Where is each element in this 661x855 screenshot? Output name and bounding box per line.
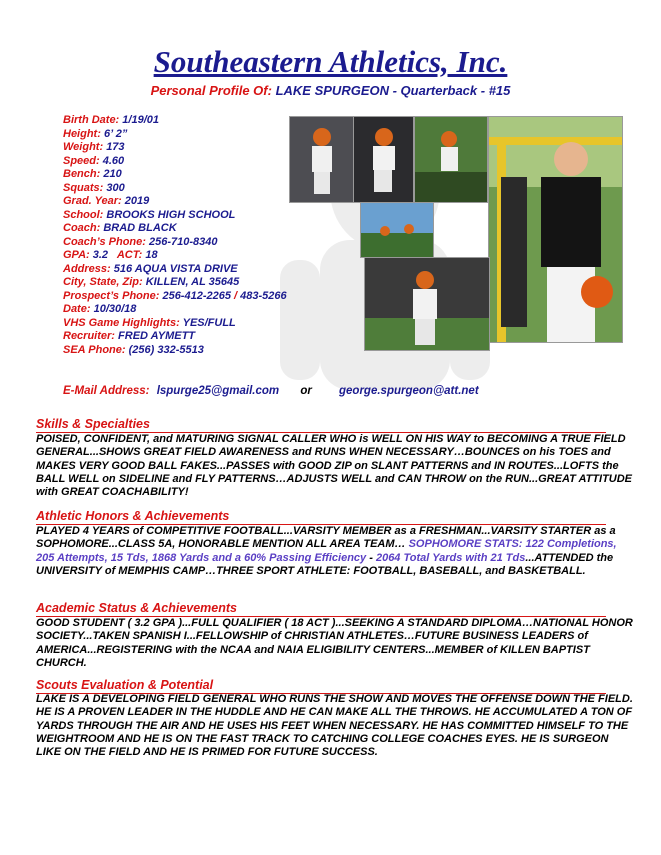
skills-heading: Skills & Specialties [36, 417, 606, 433]
academic-heading: Academic Status & Achievements [36, 601, 606, 617]
subtitle-prefix: Personal Profile Of: [150, 83, 272, 98]
email-label: E-Mail Address: [63, 385, 150, 397]
player-name: LAKE SPURGEON - Quarterback - #15 [275, 83, 511, 98]
photo-throwing [289, 116, 354, 203]
info-date: Date: 10/30/18 [63, 303, 137, 315]
info-address: Address: 516 AQUA VISTA DRIVE [63, 262, 238, 275]
scouts-heading: Scouts Evaluation & Potential [36, 678, 606, 694]
photo-running [353, 116, 414, 203]
email-or: or [300, 385, 312, 397]
photo-sideline [414, 116, 488, 203]
profile-subtitle [0, 83, 661, 99]
info-vhs-highlights: VHS Game Highlights: YES/FULL [63, 316, 236, 329]
photo-game-action [364, 257, 490, 351]
sophomore-stats-label: SOPHOMORE STATS: [408, 538, 523, 551]
info-weight: Weight: 173 [63, 141, 125, 153]
info-recruiter: Recruiter: FRED AYMETT [63, 330, 196, 342]
info-bench: Bench: 210 [63, 168, 122, 180]
company-title: Southeastern Athletics, Inc. [153, 44, 508, 79]
info-squats: Squats: 300 [63, 181, 125, 194]
photo-stadium [360, 202, 434, 258]
honors-heading: Athletic Honors & Achievements [36, 509, 606, 525]
info-sea-phone: SEA Phone: (256) 332-5513 [63, 343, 204, 356]
info-school: School: BROOKS HIGH SCHOOL [63, 208, 236, 221]
scouts-text: LAKE IS A DEVELOPING FIELD GENERAL WHO RUNS THE SHOW AND MOVES THE OFFENSE DOWN THE FIELD. HE IS A PROVEN LEADER IN THE HUDDLE AND HE CAN MAKE ALL THE THROWS. HE ACCUMULATED A TON OF YARDS THROUGH THE AIR AND HE USES HIS FEET WHEN NECESSARY. HE HAS COMMITTED HIMSELF TO THE WEIGHTROOM AND HE IS ON THE FAST TRACK TO CATCHING COLLEGE COACHES EYES. HE IS SURGEON LIKE ON THE FIELD AND HE IS PRIMED FOR FUTURE SUCCESS. [36, 693, 633, 759]
email-secondary: george.spurgeon@att.net [339, 385, 479, 397]
info-height: Height: 6’ 2” [63, 127, 128, 140]
honors-text-b: ...ATTENDED the UNIVERSITY of MEMPHIS CAMP…THREE SPORT ATHLETE: FOOTBALL, BASEBALL, and BASKETBALL. [36, 551, 614, 577]
info-prospect-phone: Prospect’s Phone: 256-412-2265 / 483-5266 [63, 289, 287, 302]
photo-portrait [488, 116, 623, 343]
honors-text-a: PLAYED 4 YEARS of COMPETITIVE FOOTBALL...VARSITY MEMBER as a FRESHMAN...VARSITY STARTER as a SOPHOMORE...CLASS 5A, HONORABLE MENTION ALL AREA TEAM… [36, 525, 616, 551]
info-city-state-zip: City, State, Zip: KILLEN, AL 35645 [63, 276, 240, 288]
email-primary: lspurge25@gmail.com [156, 385, 280, 397]
info-speed: Speed: 4.60 [63, 154, 125, 167]
info-coach: Coach: BRAD BLACK [63, 222, 177, 234]
skills-text: POISED, CONFIDENT, and MATURING SIGNAL CALLER WHO is WELL ON HIS WAY to BECOMING A TRUE FIELD GENERAL...SHOWS GREAT FIELD AWARENESS and RUNS WHEN NECESSARY…BOUNCES on his TOES and MAKES VERY GOOD BALL FAKES...PASSES with GOOD ZIP on SLANT PATTERNS and IN ROUTES...LOFTS the BALL WELL on SIDELINE and FLY PATTERNS…ADJUSTS WELL and CAN THROW on the RUN...GREAT ATTITUDE with GREAT COACHABILITY! [36, 433, 633, 499]
email-row [63, 385, 479, 397]
academic-text: GOOD STUDENT ( 3.2 GPA )...FULL QUALIFIER ( 18 ACT )...SEEKING A STANDARD DIPLOMA…NATIONAL HONOR SOCIETY...TAKEN SPANISH I...FELLOWSHIP of CHRISTIAN ATHLETES…FUTURE BUSINESS LEADERS of AMERICA...REGISTERING with the NCAA and NAIA ELIGIBILITY CENTERS...MEMBER of KILLEN BAPTIST CHURCH. [36, 617, 633, 669]
info-birth-date: Birth Date: 1/19/01 [63, 114, 159, 126]
total-yards: 2064 Total Yards with 21 Tds [375, 551, 526, 564]
info-coach-phone: Coach’s Phone: 256-710-8340 [63, 235, 218, 248]
stats-dash: - [369, 551, 373, 564]
sophomore-stats: 122 Completions, 205 Attempts, 15 Tds, 1868 Yards and a 60% Passing Efficiency [36, 538, 617, 564]
honors-text [36, 525, 636, 578]
info-grad-year: Grad. Year: 2019 [63, 195, 150, 207]
info-gpa-act: GPA: 3.2 ACT: 18 [63, 249, 158, 261]
